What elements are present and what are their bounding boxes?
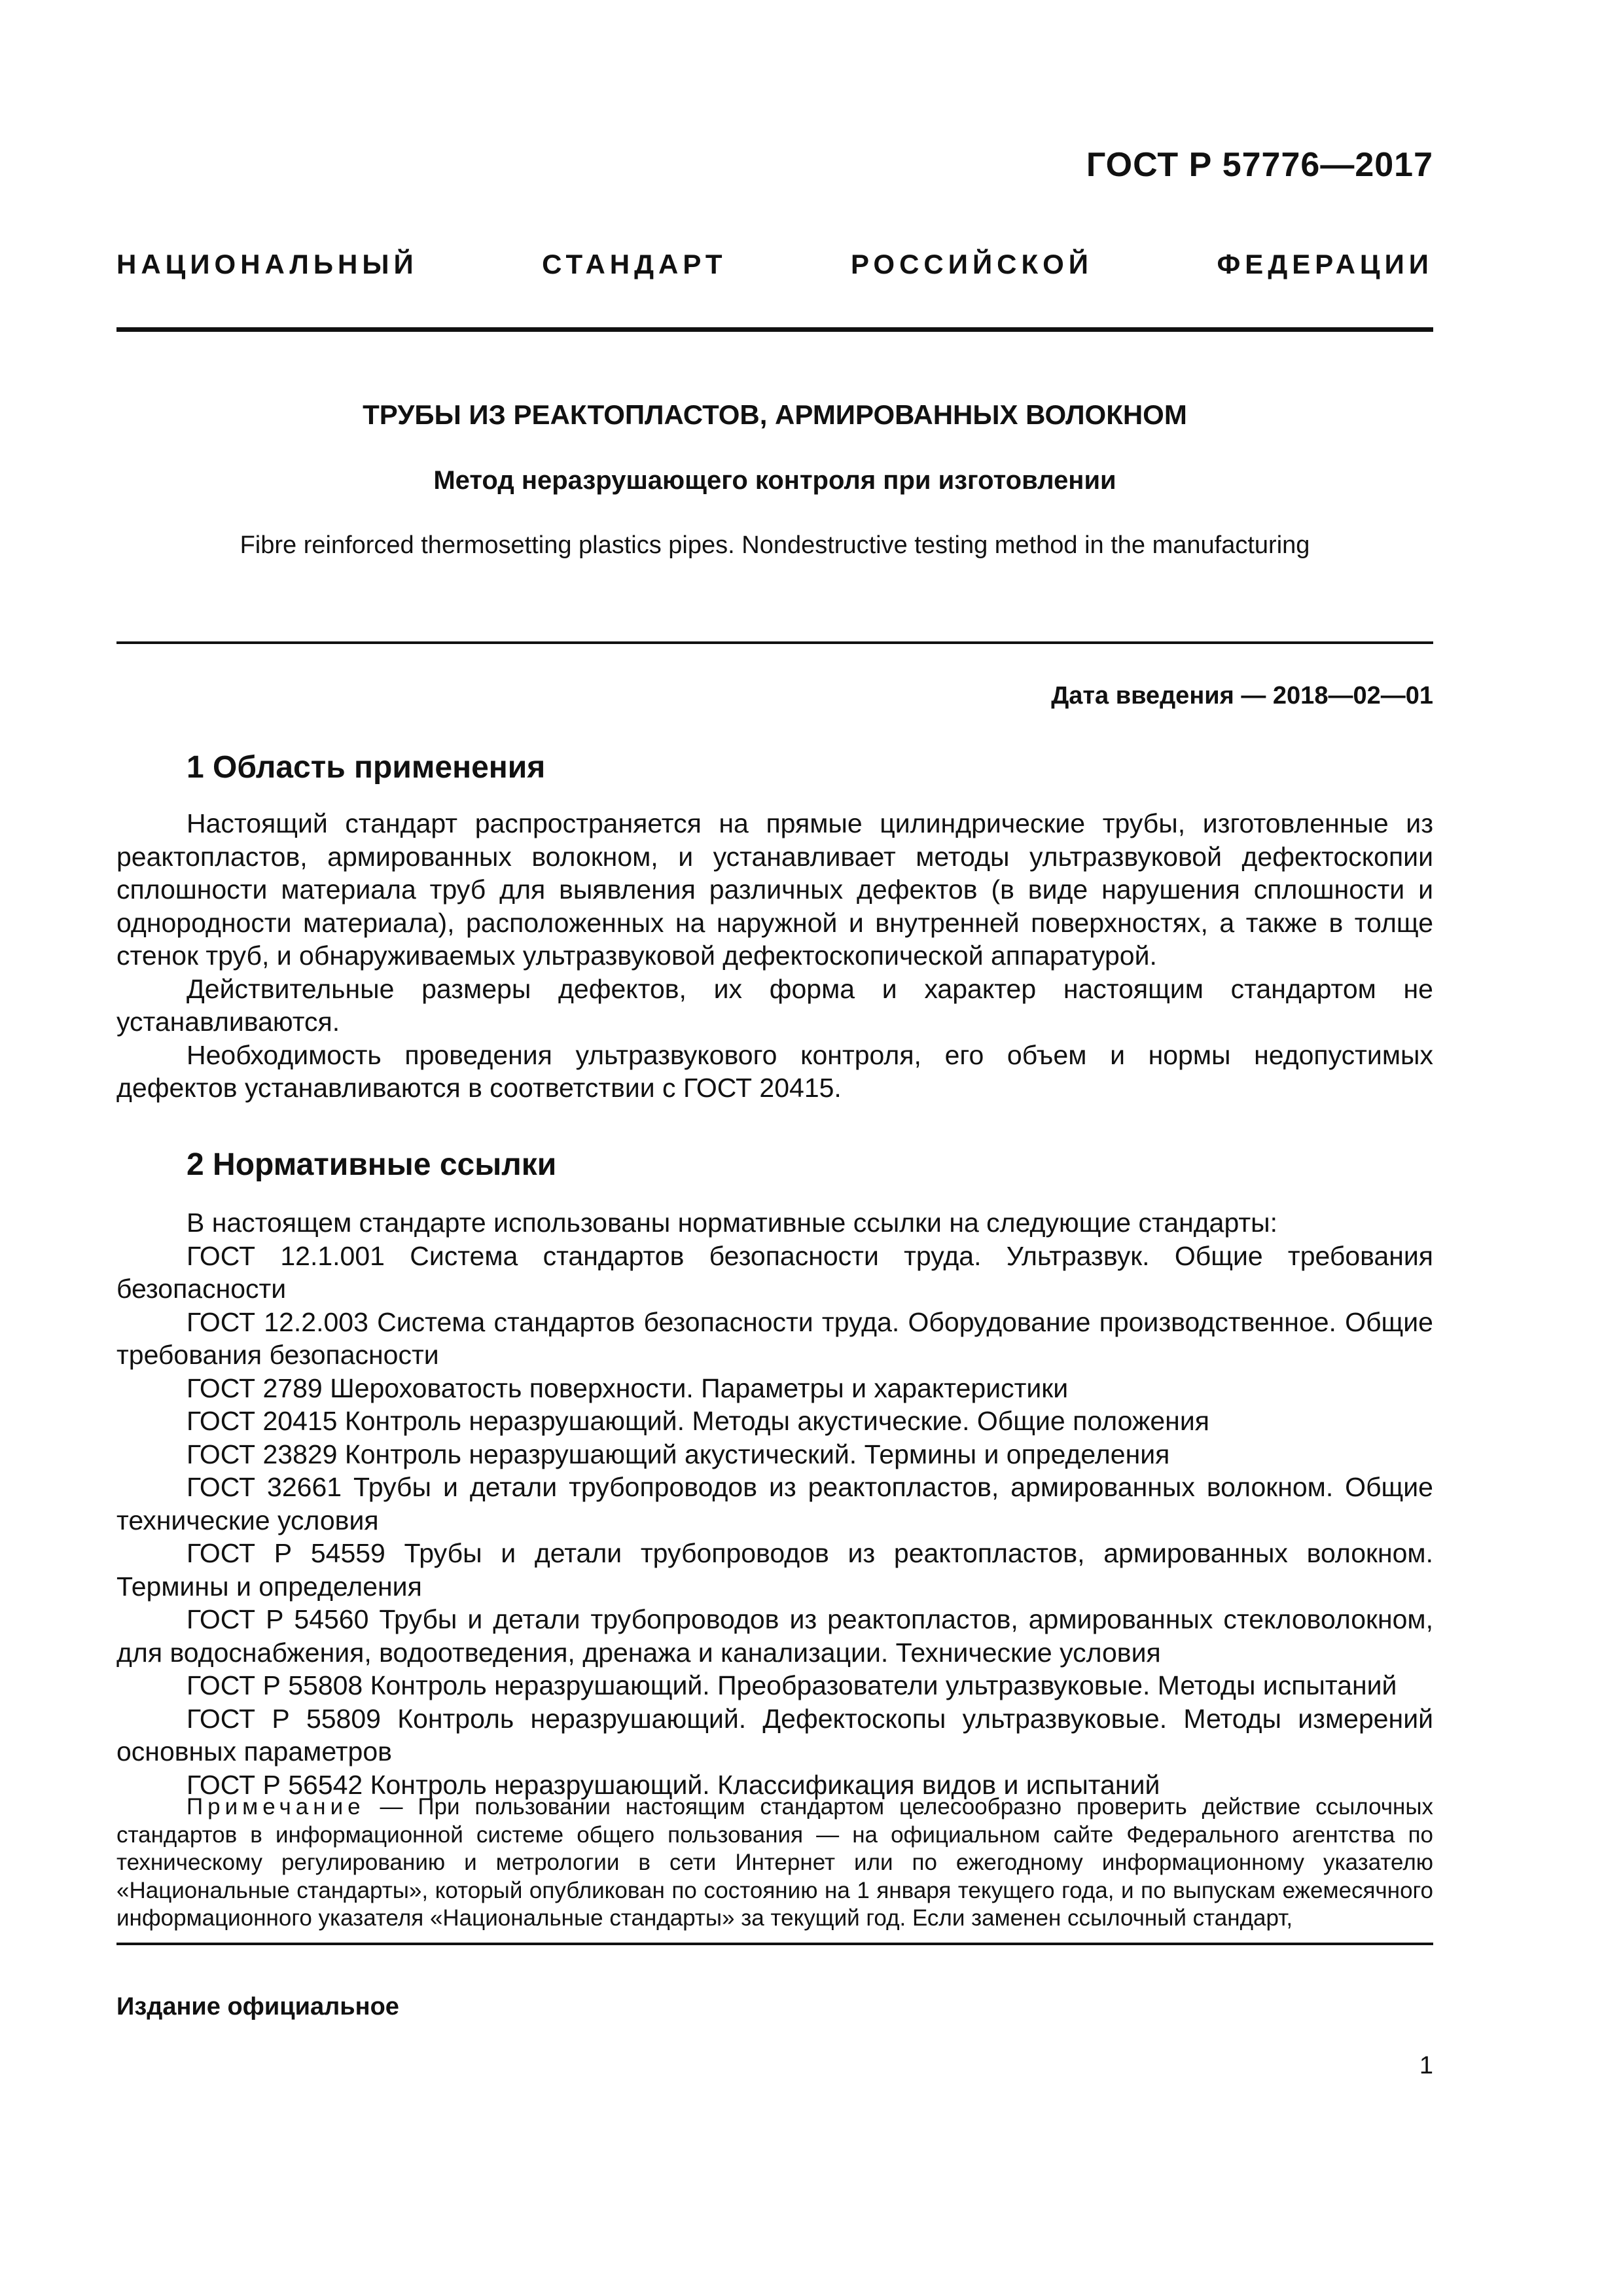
document-title-english: Fibre reinforced thermosetting plastics pipes. Nondestructive testing method in the manufacturing bbox=[240, 531, 1310, 559]
footer-divider bbox=[116, 1943, 1433, 1945]
document-title: ТРУБЫ ИЗ РЕАКТОПЛАСТОВ, АРМИРОВАННЫХ ВОЛОКНОМ bbox=[363, 399, 1187, 430]
reference-item: ГОСТ 2789 Шероховатость поверхности. Параметры и характеристики bbox=[187, 1372, 1069, 1403]
standard-designation: ГОСТ Р 57776—2017 bbox=[1086, 146, 1433, 184]
reference-item: ГОСТ 12.1.001 Система стандартов безопасности труда. Ультразвук. Общие требования безопасности bbox=[116, 1240, 1433, 1304]
section-1-body bbox=[116, 807, 1433, 1105]
paragraph: Действительные размеры дефектов, их форма и характер настоящим стандартом не устанавливаются. bbox=[116, 973, 1433, 1037]
reference-item: ГОСТ 12.2.003 Система стандартов безопасности труда. Оборудование производственное. Общие требования безопасности bbox=[116, 1306, 1433, 1370]
national-standard-line bbox=[116, 249, 1433, 280]
references-intro: В настоящем стандарте использованы нормативные ссылки на следующие стандарты: bbox=[187, 1208, 1278, 1238]
national-word: СТАНДАРТ bbox=[542, 249, 727, 279]
note-block bbox=[116, 1793, 1433, 1933]
note-text: — При пользовании настоящим стандартом целесообразно проверить действие ссылочных стандартов в информационной системе общего пользования — на официальном сайте Федерального агентства по техническому регулированию и метрологии в сети Интернет или по ежегодному информационному указателю «Национальные стандарты», который опубликован по состоянию на 1 января текущего года, и по выпускам ежемесячного информационного указателя «Национальные стандарты» за текущий год. Если заменен ссылочный стандарт, bbox=[116, 1794, 1433, 1931]
header-divider bbox=[116, 327, 1433, 332]
paragraph: Настоящий стандарт распространяется на прямые цилиндрические трубы, изготовленные из реактопластов, армированных волокном, и устанавливает методы ультразвуковой дефектоскопии сплошности материала труб для выявления различных дефектов (в виде нарушения сплошности и однородности материала), расположенных на наружной и внутренней поверхностях, а также в толще стенок труб, и обнаруживаемых ультразвуковой дефектоскопической аппаратурой. bbox=[116, 808, 1433, 971]
paragraph: Необходимость проведения ультразвукового контроля, его объем и нормы недопустимых дефектов устанавливаются в соответствии с ГОСТ 20415. bbox=[116, 1039, 1433, 1103]
national-word: РОССИЙСКОЙ bbox=[850, 249, 1093, 279]
reference-item: ГОСТ 32661 Трубы и детали трубопроводов из реактопластов, армированных волокном. Общие технические условия bbox=[116, 1472, 1433, 1535]
section-1-heading: 1 Область применения bbox=[187, 750, 546, 785]
reference-item: ГОСТ 20415 Контроль неразрушающий. Методы акустические. Общие положения bbox=[187, 1406, 1209, 1436]
note-label: Примечание bbox=[187, 1794, 365, 1820]
reference-item: ГОСТ Р 54559 Трубы и детали трубопроводов из реактопластов, армированных волокном. Термины и определения bbox=[116, 1538, 1433, 1602]
page-number: 1 bbox=[1419, 2052, 1433, 2079]
section-2-heading: 2 Нормативные ссылки bbox=[187, 1147, 557, 1182]
national-word: НАЦИОНАЛЬНЫЙ bbox=[116, 249, 418, 279]
reference-item: ГОСТ Р 55808 Контроль неразрушающий. Преобразователи ультразвуковые. Методы испытаний bbox=[187, 1670, 1397, 1700]
reference-item: ГОСТ Р 55809 Контроль неразрушающий. Дефектоскопы ультразвуковые. Методы измерений основных параметров bbox=[116, 1703, 1433, 1767]
section-2-body bbox=[116, 1206, 1433, 1801]
edition-label: Издание официальное bbox=[116, 1993, 399, 2020]
national-word: ФЕДЕРАЦИИ bbox=[1217, 249, 1433, 279]
introduction-date: Дата введения — 2018—02—01 bbox=[1051, 682, 1433, 709]
document-subtitle: Метод неразрушающего контроля при изготовлении bbox=[433, 466, 1116, 495]
reference-item: ГОСТ Р 56542 Контроль неразрушающий. Классификация видов и испытаний bbox=[187, 1769, 1160, 1800]
reference-item: ГОСТ 23829 Контроль неразрушающий акустический. Термины и определения bbox=[187, 1439, 1170, 1469]
reference-item: ГОСТ Р 54560 Трубы и детали трубопроводов из реактопластов, армированных стекловолокном, для водоснабжения, водоотведения, дренажа и канализации. Технические условия bbox=[116, 1604, 1433, 1668]
title-divider bbox=[116, 641, 1433, 644]
